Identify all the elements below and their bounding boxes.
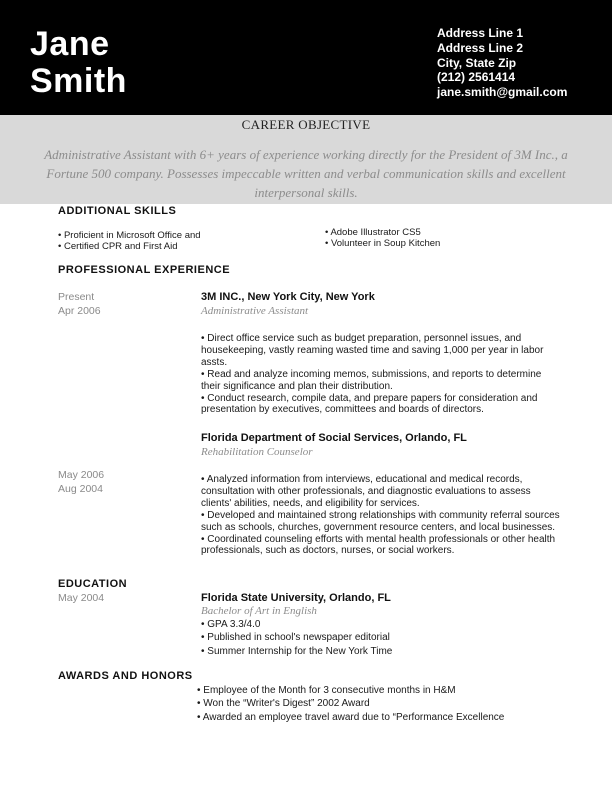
objective-title: CAREER OBJECTIVE: [241, 117, 371, 132]
phone-number: (212) 2561414: [437, 70, 516, 85]
skill-item: • Adobe Illustrator CS5: [325, 227, 421, 238]
address-line-2: Address Line 2: [437, 40, 524, 55]
job-bullet: • Developed and maintained strong relationships with community referral sources such as schools, churches, government resource centers, and local businesses.: [201, 509, 560, 533]
education-date: May 2004: [58, 592, 105, 604]
email-address: jane.smith@gmail.com: [437, 85, 568, 100]
last-name: Smith: [30, 62, 127, 100]
contact-block: [437, 26, 567, 100]
section-title-skills: ADDITIONAL SKILLS: [58, 205, 177, 217]
job-bullets: [201, 474, 561, 557]
award-item: • Awarded an employee travel award due to “Performance Excellence: [197, 711, 505, 723]
education-details: [201, 618, 392, 658]
section-title-awards: AWARDS AND HONORS: [58, 670, 193, 682]
job-bullet: • Analyzed information from interviews, educational and medical records, consultation with other professionals, and diagnostic evaluations to assess clients' abilities, needs, and eligibility for services.: [201, 474, 531, 509]
date-start: May 2006: [58, 469, 105, 481]
first-name: Jane: [30, 25, 110, 63]
date-start: Present: [58, 291, 95, 303]
section-title-education: EDUCATION: [58, 578, 128, 590]
job-dates: [58, 291, 101, 318]
skills-list-left: [58, 231, 201, 252]
skill-item: • Certified CPR and First Aid: [58, 240, 178, 252]
job-bullets: [201, 333, 561, 416]
objective-text: Administrative Assistant with 6+ years of experience working directly for the President of 3M Inc., a Fortune 500 company. Possesses impeccable written and verbal communication skills and excellent interpersonal skills.: [44, 147, 568, 200]
school-name: Florida State University, Orlando, FL: [201, 592, 391, 604]
award-item: • Employee of the Month for 3 consecutive months in H&M: [197, 685, 456, 696]
date-end: Aug 2004: [58, 482, 103, 495]
skills-list-right: [325, 228, 440, 249]
skill-item: • Volunteer in Soup Kitchen: [325, 237, 441, 249]
education-item: • GPA 3.3/4.0: [201, 619, 261, 630]
city-state-zip: City, State Zip: [437, 55, 517, 70]
degree: Bachelor of Art in English: [201, 605, 317, 617]
job-dates: [58, 469, 104, 496]
job-bullet: • Read and analyze incoming memos, submissions, and reports to determine their significance and plan their distribution.: [201, 368, 542, 392]
employer-name: 3M INC., New York City, New York: [201, 291, 375, 303]
job-role: Rehabilitation Counselor: [201, 446, 313, 458]
job-role: Administrative Assistant: [201, 305, 309, 317]
date-end: Apr 2006: [58, 304, 101, 317]
employer-name: Florida Department of Social Services, Orlando, FL: [201, 432, 467, 444]
section-title-experience: PROFESSIONAL EXPERIENCE: [58, 264, 231, 276]
address-line-1: Address Line 1: [437, 26, 524, 40]
job-bullet: • Coordinated counseling efforts with mental health professionals or other health professionals, such as doctors, nurses, or social workers.: [201, 533, 556, 557]
candidate-name: [30, 26, 127, 100]
awards-list: [197, 684, 504, 724]
education-item: • Published in school's newspaper editorial: [201, 632, 390, 644]
job-bullet: • Conduct research, compile data, and prepare papers for consideration and presentation by executives, committees and boards of directors.: [201, 392, 538, 416]
education-item: • Summer Internship for the New York Time: [201, 645, 393, 657]
award-item: • Won the “Writer's Digest” 2002 Award: [197, 698, 370, 710]
job-bullet: • Direct office service such as budget preparation, personnel issues, and housekeeping, vastly reaming wasted time and saving 1,000 per year in labor assts.: [201, 333, 544, 368]
skill-item: • Proficient in Microsoft Office and: [58, 230, 201, 241]
